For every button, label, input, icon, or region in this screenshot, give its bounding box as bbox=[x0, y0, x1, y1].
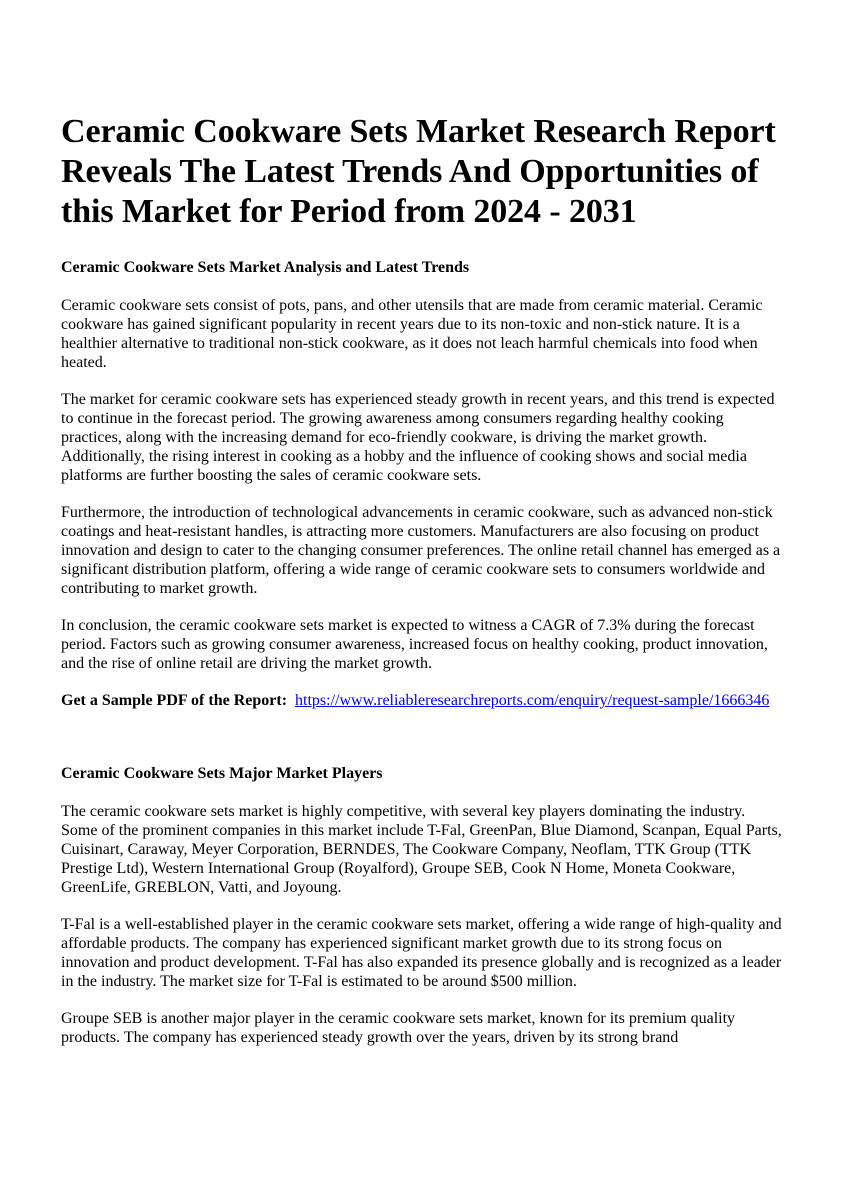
sample-pdf-line bbox=[61, 691, 783, 710]
paragraph: Furthermore, the introduction of technological advancements in ceramic cookware, such as advanced non-stick coatings and heat-resistant handles, is attracting more customers. Manufacturers are also focusing on product innovation and design to cater to the changing consumer preferences. The online retail channel has emerged as a significant distribution platform, offering a wide range of ceramic cookware sets to consumers worldwide and contributing to market growth. bbox=[61, 504, 781, 597]
paragraph: In conclusion, the ceramic cookware sets market is expected to witness a CAGR of 7.3% during the forecast period. Factors such as growing consumer awareness, increased focus on healthy cooking, product innovation, and the rise of online retail are driving the market growth. bbox=[61, 617, 768, 672]
paragraph: Groupe SEB is another major player in the ceramic cookware sets market, known for its premium quality products. The company has experienced steady growth over the years, driven by its strong brand bbox=[61, 1010, 736, 1046]
paragraph: The ceramic cookware sets market is highly competitive, with several key players dominating the industry. Some of the prominent companies in this market include T-Fal, GreenPan, Blue Diamond, Scanpan, Equal Parts, Cuisinart, Caraway, Meyer Corporation, BERNDES, The Cookware Company, Neoflam, TTK Group (TTK Prestige Ltd), Western International Group (Royalford), Groupe SEB, Cook N Home, Moneta Cookware, GreenLife, GREBLON, Vatti, and Joyoung. bbox=[61, 803, 782, 896]
document-page bbox=[61, 112, 783, 1065]
sample-pdf-label: Get a Sample PDF of the Report: bbox=[61, 692, 288, 709]
section-heading-players: Ceramic Cookware Sets Major Market Players bbox=[61, 765, 383, 782]
page-title: Ceramic Cookware Sets Market Research Report Reveals The Latest Trends And Opportunities of this Market for Period from 2024 - 2031 bbox=[61, 113, 776, 230]
paragraph: The market for ceramic cookware sets has experienced steady growth in recent years, and this trend is expected to continue in the forecast period. The growing awareness among consumers regarding healthy cooking practices, along with the increasing demand for eco-friendly cookware, is driving the market growth. Additionally, the rising interest in cooking as a hobby and the influence of cooking shows and social media platforms are further boosting the sales of ceramic cookware sets. bbox=[61, 391, 775, 484]
sample-pdf-link[interactable]: https://www.reliableresearchreports.com/enquiry/request-sample/1666346 bbox=[295, 692, 770, 709]
paragraph: Ceramic cookware sets consist of pots, pans, and other utensils that are made from ceramic material. Ceramic cookware has gained significant popularity in recent years due to its non-toxic and non-stick nature. It is a healthier alternative to traditional non-stick cookware, as it does not leach harmful chemicals into food when heated. bbox=[61, 297, 763, 371]
paragraph: T-Fal is a well-established player in the ceramic cookware sets market, offering a wide range of high-quality and affordable products. The company has experienced significant market growth due to its strong focus on innovation and product development. T-Fal has also expanded its presence globally and is recognized as a leader in the industry. The market size for T-Fal is estimated to be around $500 million. bbox=[61, 916, 782, 990]
section-heading-analysis: Ceramic Cookware Sets Market Analysis and Latest Trends bbox=[61, 259, 470, 276]
